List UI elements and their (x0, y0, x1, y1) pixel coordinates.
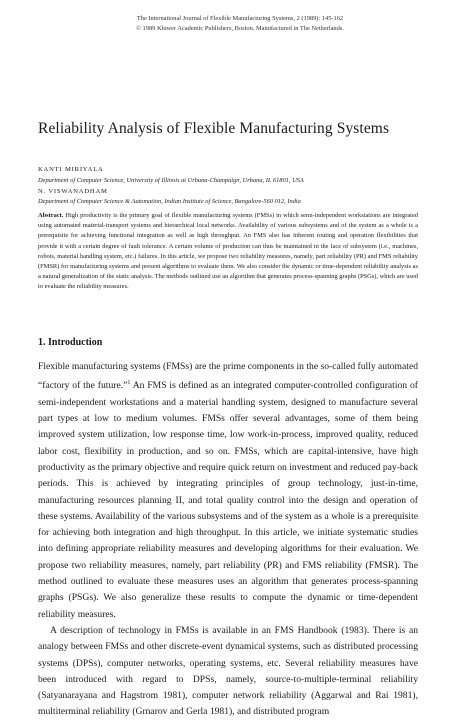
abstract-label: Abstract. (38, 212, 64, 219)
author-name: KANTI MIRIYALA (38, 166, 104, 173)
section-heading: 1. Introduction (38, 337, 103, 348)
paragraph-text: Flexible manufacturing systems (FMSs) are the prime components in the so-called fully automated “factory of the future.” (38, 361, 418, 392)
copyright-notice: © 1989 Kluwer Academic Publishers, Boston. Manufactured in The Netherlands. (136, 25, 344, 32)
author-affiliation: Department of Computer Science & Automation, Indian Institute of Science, Bangalore-560 012, India (38, 198, 301, 205)
paragraph: A description of technology in FMSs is available in an FMS Handbook (1983). There is an analogy between FMSs and other discrete-event dynamical systems, such as distributed processing systems (DPSs), computer networks, operating systems, etc. Several reliability measures have been introduced with regard to DPSs, namely, source-to-multiple-terminal reliability (Satyanarayana and Hagstrom 1981), computer network reliability (Aggarwal and Rai 1981), multiterminal reliability (Grnarov and Gerla 1981), and distributed program (38, 624, 418, 718)
paragraph (38, 359, 418, 623)
paragraph-text: An FMS is defined as an integrated computer-controlled configuration of semi-independent workstations and a material handling system, designed to manufacture several part types at low to medium volumes. FMSs offer several advantages, some of them being improved system utilization, low response time, low work-in-process, improved quality, reduced labor cost, flexibility in production, and so on. FMSs, which are capital-intensive, have high productivity as the primary objective and require quick return on investment and reduced pay-back periods. This is achieved by integrating principles of group technology, just-in-time, manufacturing resources planning II, and total quality control into the design and operation of these systems. Availability of the various subsystems and of the system as a whole is a prerequisite for achieving both integration and high throughput. In this article, we initiate systematic studies into defining appropriate reliability measures and developing algorithms for their evaluation. We propose two reliability measures, namely, part reliability (PR) and FMS reliability (FMSR). The method outlined to evaluate these measures uses an algorithm that generates process-spanning graphs (PSGs). We also generalize these results to compute the dynamic or time-dependent reliability measures. (38, 380, 418, 620)
footnote-marker: 1 (127, 380, 131, 387)
author-affiliation: Department of Computer Science, University of Illinois at Urbana-Champaign, Urbana, IL 61801, USA (38, 177, 304, 184)
body-text (38, 359, 418, 721)
author-name: N. VISWANADHAM (38, 188, 108, 195)
abstract-text: High productivity is the primary goal of flexible manufacturing systems (FMSs) in which semi-independent workstations are integrated using automated material-transport systems and hierarchical local networks. Availability of various subsystems and of the system as a whole is a prerequisite for achieving functional integration as well as high throughput. An FMS also has inherent routing and operation flexibilities that provide it with a certain degree of fault tolerance. A certain volume of production can thus be maintained in the face of subsystem (i.e., machines, robots, material handling system, etc.) failures. In this article, we propose two reliability measures, namely, part reliability (PR) and FMS reliability (FMSR) for manufacturing systems and present algorithms to evaluate them. We also consider the dynamic or time-dependent reliability analysis as a natural generalization of the static analysis. The methods outlined use an algorithm that generates process-spanning graphs (PSGs), which are used to evaluate the reliability measures. (38, 212, 418, 291)
journal-citation: The International Journal of Flexible Manufacturing Systems, 2 (1989): 145-162 (136, 15, 344, 22)
journal-header (60, 14, 420, 34)
abstract (38, 211, 418, 293)
paper-title: Reliability Analysis of Flexible Manufacturing Systems (38, 120, 390, 137)
